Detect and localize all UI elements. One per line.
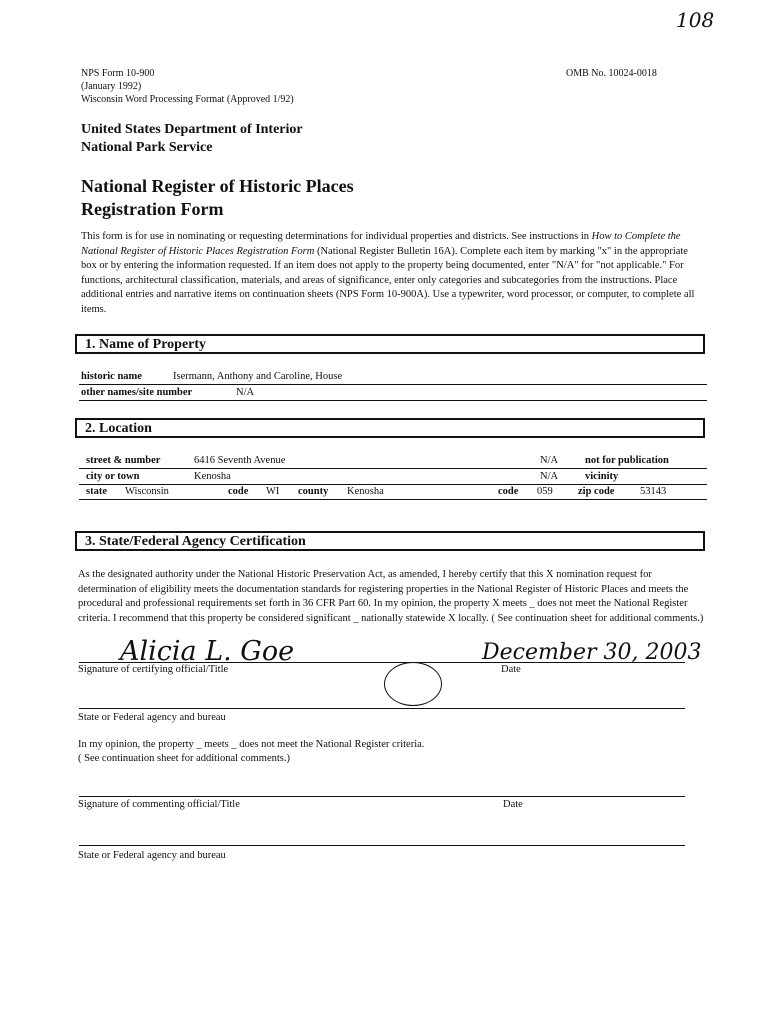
omb-number: OMB No. 10024-0018 <box>566 68 657 79</box>
intro-text-2: (National Register Bulletin 16A). Complete each item by marking "x" in the appropriate box or by entering the information requested. If an item does not apply to the property being documented, enter "N/A" for "not applicable." For functions, architectural classification, materials, and areas of significance, enter only categories and subcategories from the instructions. Place additional entries and narrative items on continuation sheets (NPS Form 10-900A). Use a typewriter, word processor, or computer, to complete all items. <box>81 245 695 315</box>
street-label: street & number <box>86 455 161 466</box>
state-code-value: WI <box>266 486 280 497</box>
historic-name-value: Isermann, Anthony and Caroline, House <box>173 371 343 382</box>
divider <box>79 662 685 663</box>
city-value: Kenosha <box>194 471 231 482</box>
intro-text-1: This form is for use in nominating or requesting determinations for individual properties and districts. See instructions in <box>81 231 592 242</box>
opinion-continuation: ( See continuation sheet for additional comments.) <box>78 753 290 764</box>
section-1-title: 1. Name of Property <box>85 337 207 352</box>
zip-value: 53143 <box>640 486 667 497</box>
state-code-label: code <box>228 486 249 497</box>
section-3-title: 3. State/Federal Agency Certification <box>85 534 306 549</box>
commenting-signature-label: Signature of commenting official/Title <box>78 799 240 810</box>
title-line2: Registration Form <box>81 199 224 219</box>
other-names-label: other names/site number <box>81 387 193 398</box>
section-3-header <box>75 531 705 551</box>
divider <box>79 484 707 485</box>
signature-loop-mark <box>384 662 442 706</box>
divider <box>79 384 707 385</box>
divider <box>79 796 685 797</box>
divider <box>79 468 707 469</box>
agency-bureau-label-2: State or Federal agency and bureau <box>78 850 226 861</box>
historic-name-label: historic name <box>81 371 142 382</box>
divider <box>79 845 685 846</box>
commenting-date-label: Date <box>503 799 523 810</box>
county-value: Kenosha <box>347 486 384 497</box>
agency-block <box>81 121 303 157</box>
form-number: NPS Form 10-900 <box>81 68 155 79</box>
state-label: state <box>86 486 107 497</box>
handwritten-signature: Alicia L. Goe <box>120 636 295 667</box>
agency-bureau-label: State or Federal agency and bureau <box>78 712 226 723</box>
form-format: Wisconsin Word Processing Format (Approved 1/92) <box>81 94 294 105</box>
divider <box>79 499 707 500</box>
intro-paragraph <box>81 230 705 318</box>
county-code-label: code <box>498 486 519 497</box>
signature-label: Signature of certifying official/Title <box>78 664 229 675</box>
street-value: 6416 Seventh Avenue <box>194 455 286 466</box>
other-names-value: N/A <box>236 387 255 398</box>
handwritten-page-number: 108 <box>676 8 715 32</box>
opinion-block <box>78 738 424 766</box>
county-code-value: 059 <box>537 486 553 497</box>
street-na: N/A <box>540 455 559 466</box>
city-label: city or town <box>86 471 140 482</box>
vicinity-label: vicinity <box>585 471 619 482</box>
city-na: N/A <box>540 471 559 482</box>
agency-department: United States Department of Interior <box>81 122 303 137</box>
agency-service: National Park Service <box>81 140 213 155</box>
page-title <box>81 175 354 221</box>
intro-text-italic: How to Complete the National Register of Historic Places Registration Form <box>81 231 681 257</box>
section-1-header <box>75 334 705 354</box>
state-value: Wisconsin <box>125 486 169 497</box>
not-for-publication-label: not for publication <box>585 455 669 466</box>
title-line1: National Register of Historic Places <box>81 176 354 196</box>
certification-paragraph: As the designated authority under the National Historic Preservation Act, as amended, I hereby certify that this X nomination request for determination of eligibility meets the documentation standards for registering properties in the National Register of Historic Places and meets the procedural and professional requirements set forth in 36 CFR Part 60. In my opinion, the property X meets _ does not meet the National Register criteria. I recommend that this property be considered significant _ nationally statewide X locally. ( See continuation sheet for additional comments.) <box>78 569 704 624</box>
opinion-line: In my opinion, the property _ meets _ does not meet the National Register criteria. <box>78 739 425 750</box>
handwritten-date: December 30, 2003 <box>482 640 702 665</box>
form-number-block <box>81 67 294 106</box>
county-label: county <box>298 486 329 497</box>
section-2-title: 2. Location <box>85 421 152 436</box>
zip-label: zip code <box>578 486 615 497</box>
divider <box>79 708 685 709</box>
date-label: Date <box>501 664 521 675</box>
form-date: (January 1992) <box>81 81 142 92</box>
divider <box>79 400 707 401</box>
section-2-header <box>75 418 705 438</box>
